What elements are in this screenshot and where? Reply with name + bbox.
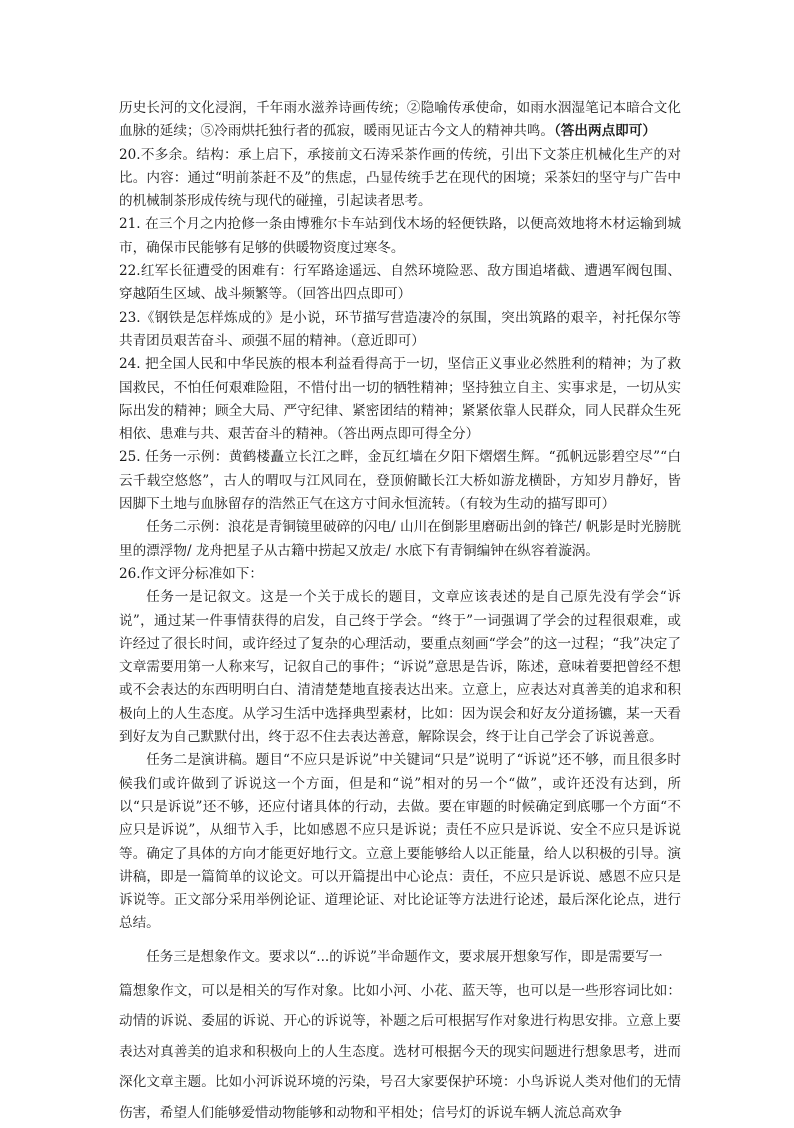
answer-19-tail	[119, 97, 681, 144]
essay-task1-criteria: 任务一是记叙文。这是一个关于成长的题目，文章应该表述的是自己原先没有学会“诉说”，通过某一件事情获得的启发，自己终于学会。“终于”一词强调了学会的过程很艰难，或许经过了很长时间，或许经过了复杂的心理活动，要重点刻画“学会”的这一过程；“我”决定了文章需要用第一人称来写，记叙自己的事件；“诉说”意思是告诉，陈述，意味着要把曾经不想或不会表达的东西明明白白、清清楚楚地直接表达出来。立意上，应表达对真善美的追求和积极向上的人生态度。从学习生活中选择典型素材，比如：因为误会和好友分道扬镳，某一天看到好友为自己默默付出，终于忍不住去表达善意，解除误会，终于让自己学会了诉说善意。	[119, 589, 681, 746]
answer-26-heading: 26.作文评分标准如下：	[119, 565, 263, 582]
answer-19-scoring-note: （答出两点即可）	[554, 123, 656, 140]
answer-20: 20.不多余。结构：承上启下，承接前文石涛采茶作画的传统，引出下文茶庄机械化生产的对比。内容：通过“明前茶赶不及”的焦虑，凸显传统手艺在现代的困境；采茶妇的坚守与广告中的机械制茶形成传统与现代的碰撞，引起读者思考。	[119, 146, 681, 210]
essay-task3-first-line: 任务三是想象作文。要求以“...的诉说”半命题作文，要求展开想象写作，即是需要写一	[146, 948, 663, 965]
essay-task2-criteria: 任务二是演讲稿。题目“不应只是诉说”中关键词“只是”说明了“诉说”还不够，而且很多时候我们或许做到了诉说这一个方面，但是和“说”相对的另一个“做”，或许还没有达到，所以“只是诉说”还不够，还应付诸具体的行动，去做。要在审题的时候确定到底哪一个方面“不应只是诉说”，从细节入手，比如感恩不应只是诉说；责任不应只是诉说、安全不应只是诉说等。确定了具体的方向才能更好地行文。立意上要能够给人以正能量，给人以积极的引导。演讲稿，即是一篇简单的议论文。可以开篇提出中心论点：责任，不应只是诉说、感恩不应只是诉说等。正文部分采用举例论证、道理论证、对比论证等方法进行论述，最后深化论点，进行总结。	[119, 752, 681, 932]
answer-25-task2: 任务二示例：浪花是青铜镜里破碎的闪电/ 山川在倒影里磨砺出剑的锋芒/ 帆影是时光膀胱里的漂浮物/ 龙舟把星子从古籍中捞起又放走/ 水底下有青铜编钟在纵容着漩涡。	[119, 519, 681, 559]
answer-25-task1: 25. 任务一示例：黄鹤楼矗立长江之畔，金瓦红墙在夕阳下熠熠生辉。“孤帆远影碧空尽”“白云千载空悠悠”，古人的喟叹与江风同在，登顶俯瞰长江大桥如游龙横卧，方知岁月静好，皆因脚下土地与血脉留存的浩然正气在这方寸间永恒流转。（有较为生动的描写即可）	[119, 449, 681, 513]
answer-22: 22.红军长征遭受的困难有：行军路途遥远、自然环境险恶、敌方围追堵截、遭遇军阀包围、穿越陌生区域、战斗频繁等。（回答出四点即可）	[119, 263, 681, 303]
essay-task3-criteria	[119, 946, 681, 1128]
answer-key-page	[119, 97, 681, 1128]
answer-23: 23.《钢铁是怎样炼成的》是小说，环节描写营造凄冷的氛围，突出筑路的艰辛，衬托保尔等共青团员艰苦奋斗、顽强不屈的精神。（意近即可）	[119, 309, 681, 349]
answer-21: 21. 在三个月之内抢修一条由博雅尔卡车站到伐木场的轻便铁路，以便高效地将木材运输到城市，确保市民能够有足够的供暖物资度过寒冬。	[119, 216, 681, 256]
answer-19-text: 历史长河的文化浸润，千年雨水滋养诗画传统；②隐喻传承使命，如雨水洇湿笔记本暗合文化血脉的延续；⑤冷雨烘托独行者的孤寂，暖雨见证古今文人的精神共鸣。	[119, 100, 681, 140]
answer-24: 24. 把全国人民和中华民族的根本利益看得高于一切，坚信正义事业必然胜利的精神；为了救国救民，不怕任何艰难险阻，不惜付出一切的牺牲精神；坚持独立自主、实事求是，一切从实际出发的精神；顾全大局、严守纪律、紧密团结的精神；紧紧依靠人民群众，同人民群众生死相依、患难与共、艰苦奋斗的精神。（答出两点即可得全分）	[119, 356, 681, 443]
essay-task3-body: 篇想象作文，可以是相关的写作对象。比如小河、小花、蓝天等，也可以是一些形容词比如：动情的诉说、委屈的诉说、开心的诉说等，补题之后可根据写作对象进行构思安排。立意上要表达对真善美的追求和积极向上的人生态度。选材可根据今天的现实问题进行想象思考，进而深化文章主题。比如小河诉说环境的污染，号召大家要保护环境：小鸟诉说人类对他们的无情伤害，希望人们能够爱惜动物能够和动物和平相处；信号灯的诉说车辆人流总高欢争	[119, 982, 681, 1121]
